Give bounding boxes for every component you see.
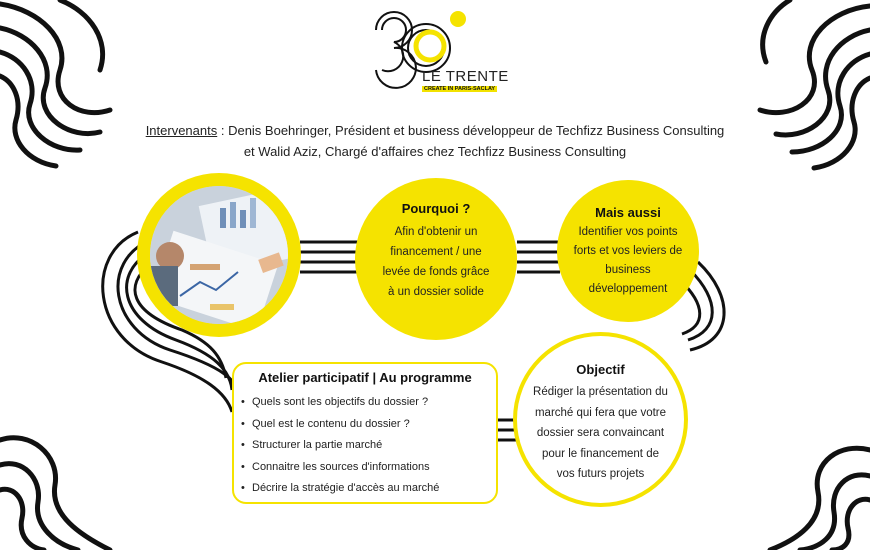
objectif-content	[517, 362, 684, 485]
mais-aussi-title: Mais aussi	[595, 205, 661, 220]
objectif-line: marché qui fera que votre	[534, 406, 667, 419]
speakers-line-2: et Walid Aziz, Chargé d'affaires chez Techfizz Business Consulting	[243, 144, 627, 159]
list-item: • Quel est le contenu du dossier ?	[252, 414, 439, 436]
mais-aussi-line: développement	[588, 283, 668, 295]
logo-name: LE TRENTE	[422, 68, 509, 85]
mais-aussi-line: business	[605, 264, 651, 276]
list-item: • Structurer la partie marché	[252, 435, 439, 457]
speakers-label: Intervenants	[145, 123, 218, 138]
objectif-line: vos futurs projets	[556, 468, 645, 480]
objectif-title: Objectif	[576, 362, 625, 377]
le-trente-logo	[372, 8, 509, 104]
pourquoi-content	[359, 201, 513, 302]
objectif-line: Rédiger la présentation du	[533, 386, 668, 398]
programme-list	[240, 392, 439, 500]
mais-aussi-content	[561, 205, 695, 299]
logo-tagline: CREATE IN PARIS-SACLAY	[424, 86, 496, 92]
pourquoi-title: Pourquoi ?	[401, 201, 471, 216]
pourquoi-line: levée de fonds grâce	[382, 266, 490, 278]
mais-aussi-line: Identifier vos points	[578, 226, 678, 238]
documents-illustration-icon	[150, 186, 288, 324]
mais-aussi-line: forts et vos leviers de	[573, 245, 683, 257]
list-item: • Décrire la stratégie d'accès au marché	[252, 478, 439, 500]
pourquoi-line: Afin d'obtenir un	[394, 226, 478, 238]
speakers-line-1: : Denis Boehringer, Président et business développeur de Techfizz Business Consulting	[217, 123, 725, 138]
objectif-line: dossier sera convaincant	[536, 427, 665, 439]
programme-title: Atelier participatif | Au programme	[258, 370, 472, 385]
objectif-line: pour le financement de	[542, 447, 659, 460]
pourquoi-line: à un dossier solide	[388, 286, 484, 298]
business-meeting-photo	[150, 186, 288, 324]
list-item: • Quels sont les objectifs du dossier ?	[252, 392, 439, 414]
speakers-text	[60, 120, 810, 162]
pourquoi-line: financement / une	[390, 246, 482, 258]
programme-box	[232, 362, 498, 504]
list-item: • Connaitre les sources d'informations	[252, 457, 439, 479]
